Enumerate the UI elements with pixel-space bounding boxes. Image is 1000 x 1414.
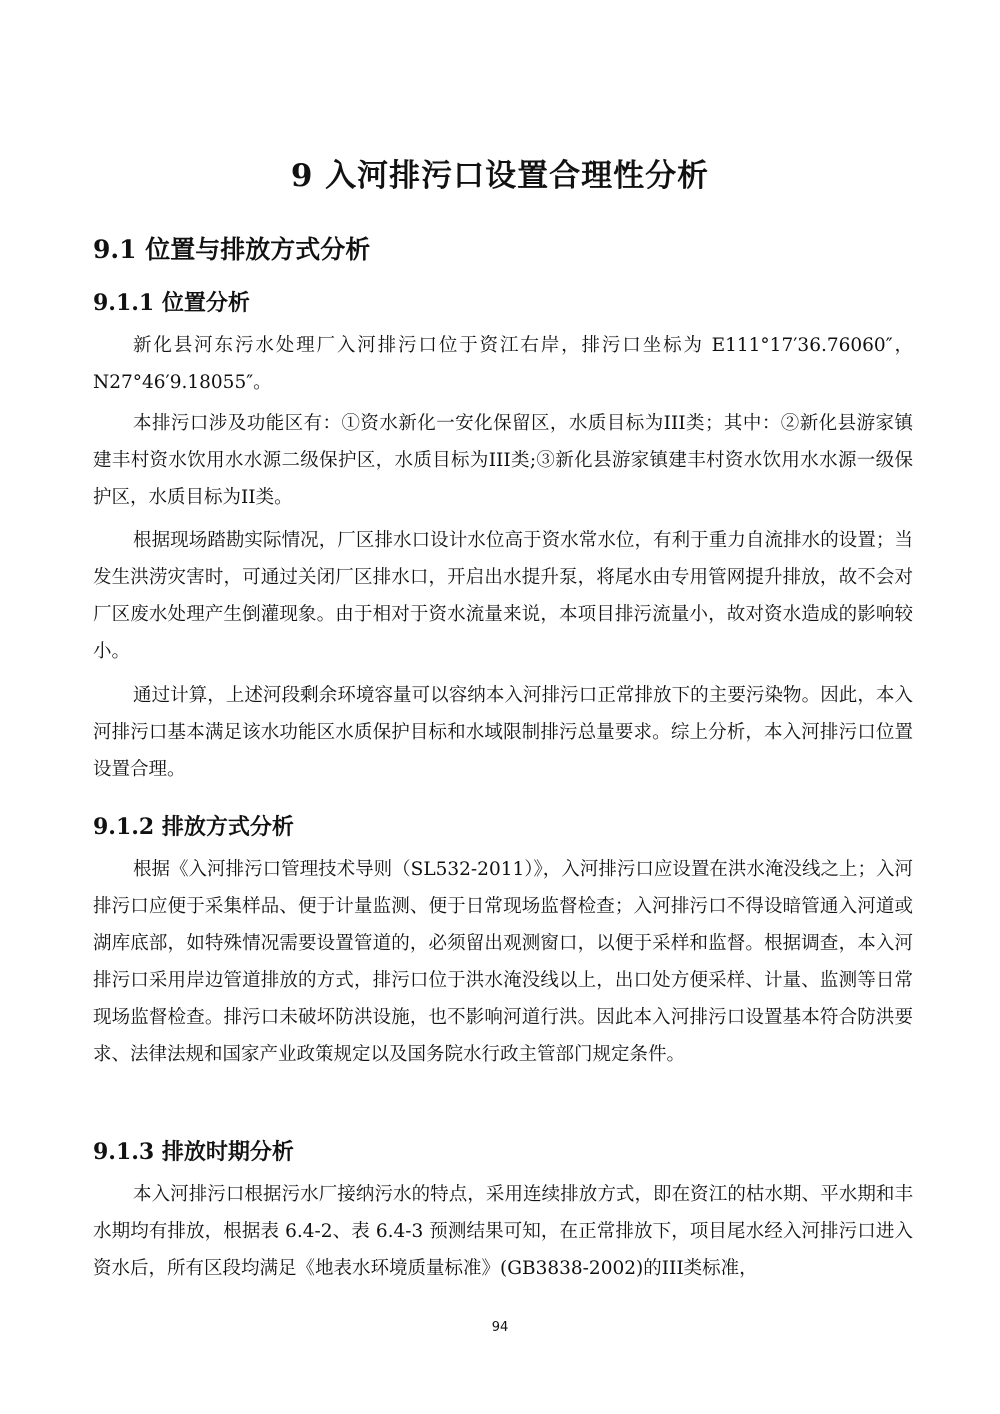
paragraph: 根据现场踏勘实际情况，厂区排水口设计水位高于资水常水位，有利于重力自流排水的设置；当发生洪涝灾害时，可通过关闭厂区排水口，开启出水提升泵，将尾水由专用管网提升排放，故不会对厂区废水处理产生倒灌现象。由于相对于资水流量来说，本项目排污流量小，故对资水造成的影响较小。 [93,530,913,662]
paragraph: 本排污口涉及功能区有：①资水新化一安化保留区，水质目标为III类；其中：②新化县游家镇建丰村资水饮用水水源二级保护区，水质目标为III类;③新化县游家镇建丰村资水饮用水水源一级保护区，水质目标为II类。 [93,413,913,508]
paragraph: 根据《入河排污口管理技术导则（SL532-2011）》，入河排污口应设置在洪水淹没线之上；入河排污口应便于采集样品、便于计量监测、便于日常现场监督检查；入河排污口不得设暗管通入河道或湖库底部，如特殊情况需要设置管道的，必须留出观测窗口，以便于采样和监督。根据调查，本入河排污口采用岸边管道排放的方式，排污口位于洪水淹没线以上，出口处方便采样、计量、监测等日常现场监督检查。排污口未破坏防洪设施，也不影响河道行洪。因此本入河排污口设置基本符合防洪要求、法律法规和国家产业政策规定以及国务院水行政主管部门规定条件。 [93,859,913,1065]
section-heading-9-1-1: 9.1.1 位置分析 [93,290,250,316]
section-heading-9-1: 9.1 位置与排放方式分析 [93,235,371,264]
paragraph: 通过计算，上述河段剩余环境容量可以容纳本入河排污口正常排放下的主要污染物。因此，本入河排污口基本满足该水功能区水质保护目标和水域限制排污总量要求。综上分析，本入河排污口位置设置合理。 [93,685,913,780]
section-heading-9-1-3: 9.1.3 排放时期分析 [93,1139,294,1165]
paragraph: 新化县河东污水处理厂入河排污口位于资江右岸，排污口坐标为 E111°17′36.76060″，N27°46′9.18055″。 [93,335,913,393]
section-heading-9-1-2: 9.1.2 排放方式分析 [93,814,294,840]
chapter-title: 9 入河排污口设置合理性分析 [290,158,710,194]
page-number: 94 [491,1320,509,1335]
paragraph: 本入河排污口根据污水厂接纳污水的特点，采用连续排放方式，即在资江的枯水期、平水期和丰水期均有排放，根据表 6.4-2、表 6.4-3 预测结果可知，在正常排放下，项目尾水经入河排污口进入资水后，所有区段均满足《地表水环境质量标准》(GB3838-2002)的III类标准， [93,1184,913,1279]
